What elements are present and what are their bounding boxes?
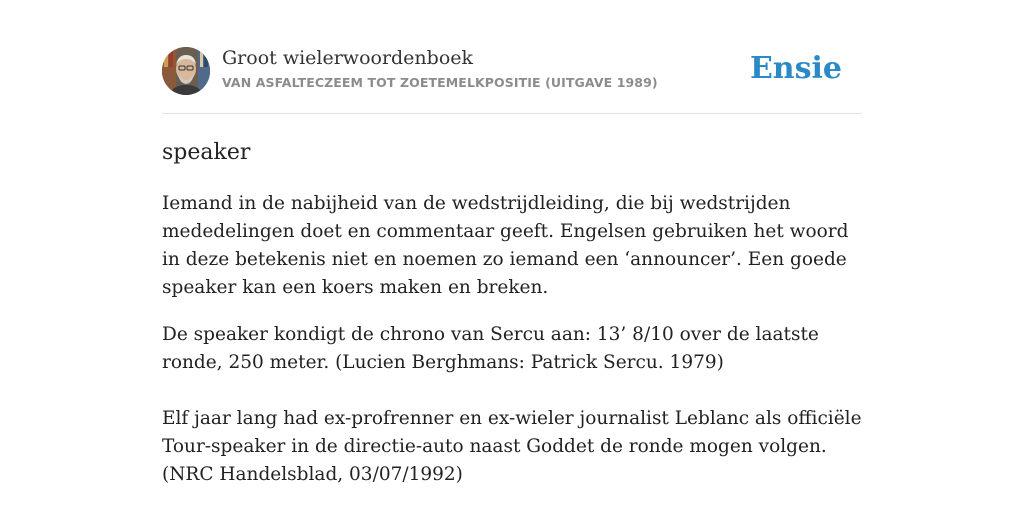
book-header — [162, 46, 862, 114]
entry-content — [162, 190, 867, 489]
book-titles — [222, 46, 658, 90]
entry-citation: De speaker kondigt de chrono van Sercu aan: 13’ 8/10 over de laatste ronde, 250 meter. (Lucien Berghmans: Patrick Sercu. 1979) — [162, 324, 819, 373]
book-subtitle: VAN ASFALTECZEEM TOT ZOETEMELKPOSITIE (UITGAVE 1989) — [222, 75, 658, 90]
ensie-logo[interactable]: Ensie — [749, 51, 842, 86]
book-title[interactable]: Groot wielerwoordenboek — [222, 47, 474, 69]
entry-citation: Elf jaar lang had ex-profrenner en ex-wieler journalist Leblanc als officiële Tour-speaker in de directie-auto naast Goddet de ronde mogen volgen. (NRC Handelsblad, 03/07/1992) — [162, 408, 862, 485]
author-avatar — [162, 47, 210, 95]
entry-definition: Iemand in de nabijheid van de wedstrijdleiding, die bij wedstrijden mededelingen doet en commentaar geeft. Engelsen gebruiken het woord in deze betekenis niet en noemen zo iemand een ‘announcer’. Een goede speaker kan een koers maken en breken. — [162, 193, 849, 298]
entry-term: speaker — [162, 140, 251, 165]
